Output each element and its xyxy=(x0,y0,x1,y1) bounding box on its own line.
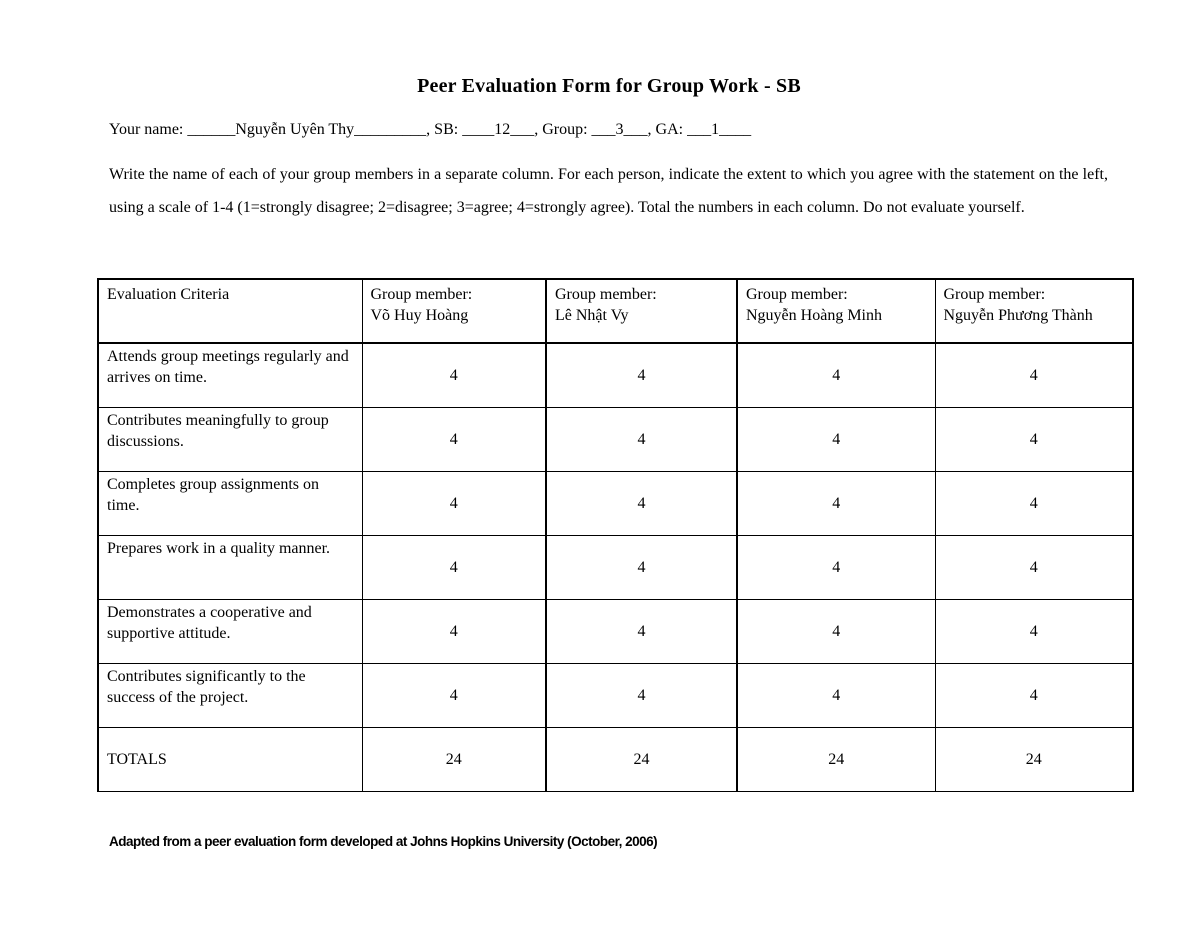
table-header-row xyxy=(98,279,1133,343)
score-value: 4 xyxy=(1029,367,1038,384)
member-header-cell xyxy=(362,279,546,343)
criteria-header-cell xyxy=(98,279,362,343)
total-cell xyxy=(546,727,737,791)
table-row xyxy=(98,471,1133,535)
score-value: 4 xyxy=(637,494,646,512)
score-value: 4 xyxy=(449,558,458,576)
score-cell xyxy=(362,407,546,471)
criterion-cell xyxy=(98,343,362,407)
score-value: 4 xyxy=(832,430,841,448)
criterion-cell xyxy=(98,407,362,471)
score-cell xyxy=(935,535,1133,599)
score-cell xyxy=(546,407,737,471)
score-cell xyxy=(737,471,935,535)
score-cell xyxy=(546,663,737,727)
score-value: 4 xyxy=(1029,494,1038,512)
score-cell xyxy=(362,343,546,407)
score-cell xyxy=(546,535,737,599)
score-cell xyxy=(935,343,1133,407)
score-cell xyxy=(737,599,935,663)
member-label: Group member: xyxy=(370,286,473,303)
score-cell xyxy=(362,535,546,599)
score-value: 4 xyxy=(449,622,458,640)
totals-label: TOTALS xyxy=(107,750,167,768)
score-value: 4 xyxy=(637,367,646,384)
score-value: 4 xyxy=(449,367,458,384)
score-cell xyxy=(546,599,737,663)
score-cell xyxy=(737,343,935,407)
score-value: 4 xyxy=(832,558,841,576)
student-info-line: Your name: ______Nguyễn Uyên Thy_________, SB: ____12___, Group: ___3___, GA: ___1____ xyxy=(109,121,752,138)
score-cell xyxy=(935,599,1133,663)
score-cell xyxy=(546,343,737,407)
table-row xyxy=(98,599,1133,663)
member-name: Lê Nhật Vy xyxy=(555,307,629,324)
score-value: 4 xyxy=(449,430,458,448)
criterion-text: Attends group meetings regularly and arrives on time. xyxy=(107,348,349,386)
score-value: 4 xyxy=(1029,430,1038,448)
score-cell xyxy=(362,471,546,535)
score-cell xyxy=(737,407,935,471)
score-value: 4 xyxy=(832,494,841,512)
criterion-text: Contributes meaningfully to group discussions. xyxy=(107,411,329,450)
member-label: Group member: xyxy=(746,286,848,303)
totals-row xyxy=(98,727,1133,791)
score-cell xyxy=(362,599,546,663)
score-value: 4 xyxy=(449,686,458,704)
score-cell xyxy=(737,535,935,599)
score-cell xyxy=(935,471,1133,535)
total-cell xyxy=(737,727,935,791)
criteria-header: Evaluation Criteria xyxy=(107,286,230,303)
criterion-text: Prepares work in a quality manner. xyxy=(107,539,331,557)
score-value: 4 xyxy=(1029,686,1038,704)
member-label: Group member: xyxy=(555,286,657,303)
source-attribution: Adapted from a peer evaluation form developed at Johns Hopkins University (October, 2006) xyxy=(109,834,658,849)
total-value: 24 xyxy=(445,750,462,768)
total-value: 24 xyxy=(828,750,845,768)
score-value: 4 xyxy=(832,367,841,384)
member-header-cell xyxy=(935,279,1133,343)
totals-label-cell xyxy=(98,727,362,791)
criterion-text: Completes group assignments on time. xyxy=(107,475,319,514)
table-row xyxy=(98,535,1133,599)
criterion-cell xyxy=(98,599,362,663)
score-value: 4 xyxy=(637,558,646,576)
page-title: Peer Evaluation Form for Group Work - SB xyxy=(417,75,801,97)
member-header-cell xyxy=(546,279,737,343)
table-row xyxy=(98,343,1133,407)
criterion-text: Contributes significantly to the success of the project. xyxy=(107,667,306,706)
member-name: Nguyễn Phương Thành xyxy=(943,307,1093,324)
score-value: 4 xyxy=(637,686,646,704)
score-value: 4 xyxy=(449,494,458,512)
total-cell xyxy=(935,727,1133,791)
member-name: Võ Huy Hoàng xyxy=(370,307,469,324)
score-cell xyxy=(935,663,1133,727)
member-label: Group member: xyxy=(943,286,1046,303)
criterion-cell xyxy=(98,471,362,535)
total-value: 24 xyxy=(633,750,650,768)
instructions-paragraph: Write the name of each of your group members in a separate column. For each person, indicate the extent to which you agree with the statement on the left, using a scale of 1-4 (1=strongly disagree; 2=disagree; 3=agree; 4=strongly agree). Total the numbers in each column. Do not evaluate yourself. xyxy=(109,166,1108,216)
criterion-text: Demonstrates a cooperative and supportive attitude. xyxy=(107,603,312,642)
table-row xyxy=(98,663,1133,727)
score-cell xyxy=(546,471,737,535)
member-name: Nguyễn Hoàng Minh xyxy=(746,307,882,324)
total-cell xyxy=(362,727,546,791)
score-value: 4 xyxy=(832,686,841,704)
total-value: 24 xyxy=(1025,750,1042,768)
score-cell xyxy=(737,663,935,727)
score-value: 4 xyxy=(637,622,646,640)
score-cell xyxy=(362,663,546,727)
score-cell xyxy=(935,407,1133,471)
score-value: 4 xyxy=(637,430,646,448)
score-value: 4 xyxy=(832,622,841,640)
criterion-cell xyxy=(98,663,362,727)
table-row xyxy=(98,407,1133,471)
peer-evaluation-table xyxy=(97,278,1134,792)
score-value: 4 xyxy=(1029,558,1038,576)
criterion-cell xyxy=(98,535,362,599)
score-value: 4 xyxy=(1029,622,1038,640)
member-header-cell xyxy=(737,279,935,343)
